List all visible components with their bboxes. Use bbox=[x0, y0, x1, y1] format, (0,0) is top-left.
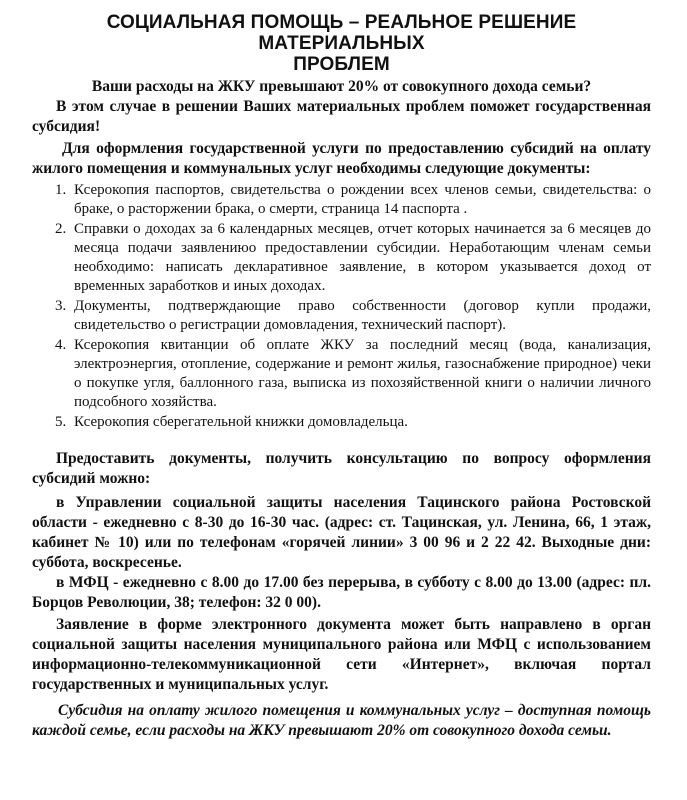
intro-paragraph: В этом случае в решении Ваших материальных проблем поможет государственная субсидия! bbox=[32, 98, 651, 135]
electronic-application-paragraph: Заявление в форме электронного документа может быть направлено в орган социальной защиты населения муниципального района или МФЦ с использованием информационно-телекоммуникационной сети «Интернет», включая портал государственных и муниципальных услуг. bbox=[32, 616, 651, 693]
list-item: 5. Ксерокопия сберегательной книжки домовладельца. bbox=[70, 413, 651, 432]
title-line-1: СОЦИАЛЬНАЯ ПОМОЩЬ – РЕАЛЬНОЕ РЕШЕНИЕ МАТЕРИАЛЬНЫХ bbox=[106, 12, 577, 54]
list-item: 3. Документы, подтверждающие право собственности (договор купли продажи, свидетельство о регистрации домовладения, технический паспорт). bbox=[70, 297, 651, 335]
list-item: 1. Ксерокопия паспортов, свидетельства о рождении всех членов семьи, свидетельства: о браке, о расторжении брака, о смерти, страница 14 паспорта . bbox=[70, 181, 651, 219]
spacer bbox=[32, 433, 651, 449]
list-item: 4. Ксерокопия квитанции об оплате ЖКУ за последний месяц (вода, канализация, электроэнергия, отопление, содержание и ремонт жилья, газоснабжение природное) чеки о покупке угля, баллонного газа, выписка из похозяйственной книги о наличии личного подсобного хозяйства. bbox=[70, 336, 651, 412]
office-usz-paragraph: в Управлении социальной защиты населения Тацинского района Ростовской области - ежедневно с 8-30 до 16-30 час. (адрес: ст. Тацинская, ул. Ленина, 66, 1 этаж, кабинет № 10) или по телефонам «горячей линии» 3 00 96 и 2 22 42. Выходные дни: суббота, воскресенье. bbox=[32, 494, 651, 571]
document-title bbox=[32, 12, 651, 75]
list-item: 2. Справки о доходах за 6 календарных месяцев, отчет которых начинается за 6 месяцев до месяца подачи заявлениюо предоставлении субсидии. Неработающим членам семьи необходимо: написать декларативное заявление, в котором указывается доход от временных заработков и иных доходах. bbox=[70, 220, 651, 296]
consult-paragraph: Предоставить документы, получить консультацию по вопросу оформления субсидий можно: bbox=[32, 450, 651, 487]
closing-paragraph: Субсидия на оплату жилого помещения и коммунальных услуг – доступная помощь каждой семье, если расходы на ЖКУ превышают 20% от совокупного дохода семьи. bbox=[32, 702, 651, 739]
documents-heading: Для оформления государственной услуги по предоставлению субсидий на оплату жилого помещения и коммунальных услуг необходимы следующие документы: bbox=[32, 140, 651, 177]
title-line-2: ПРОБЛЕМ bbox=[293, 54, 390, 75]
question-line: Ваши расходы на ЖКУ превышают 20% от совокупного дохода семьи? bbox=[91, 78, 592, 95]
documents-list bbox=[32, 181, 651, 432]
office-mfc-paragraph: в МФЦ - ежедневно с 8.00 до 17.00 без перерыва, в субботу с 8.00 до 13.00 (адрес: пл. Борцов Революции, 38; телефон: 32 0 00). bbox=[32, 574, 651, 611]
